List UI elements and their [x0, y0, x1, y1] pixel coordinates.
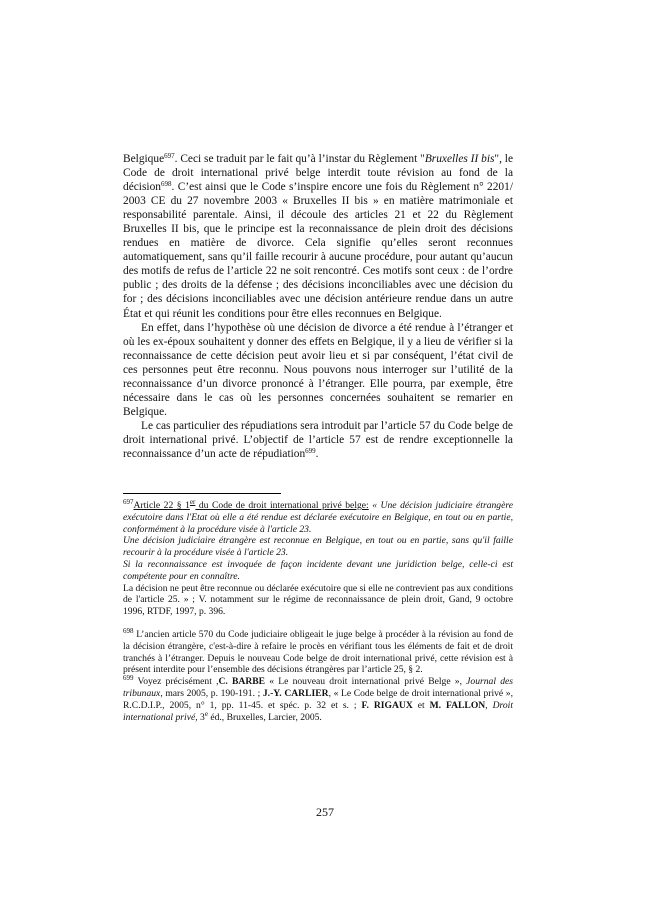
footnote-number: 699: [123, 674, 134, 683]
italic-run: Bruxelles II bis: [424, 153, 495, 165]
text-run: ", le Code de droit international privé belge interdit toute révision au fond de la décision: [123, 153, 513, 194]
footnote-699: [123, 676, 513, 723]
footnote-text: , 3: [195, 711, 205, 723]
footnote-reference: Article 22 § 1: [133, 500, 190, 511]
paragraph-2: En effet, dans l’hypothèse où une décision de divorce a été rendue à l’étranger et où les ex-époux souhaitent y donner des effets en Belgique, il y a lieu de vérifier si la reconnaissance de cette décision peut avoir lieu et si par conséquent, l’état civil de ces personnes peut être reconnu. Nous pouvons nous interroger sur l’utilité de la reconnaissance d’un divorce prononcé à l’étranger. Elle pourra, par exemple, être nécessaire dans le cas où les personnes concernées souhaitent se remarier en Belgique.: [123, 321, 513, 418]
footnotes: [123, 500, 513, 723]
text-run: . C’est ainsi que le Code s’inspire encore une fois du Règlement n° 2201/ 2003 CE du 27 novembre 2003 « Bruxelles II bis » en matière matrimoniale et responsabilité parentale. Ainsi, il découle des articles 21 et 22 du Règlement Bruxelles II bis, que le principe est la reconnaissance de plein droit des décisions rendues en matière de divorce. Cela signifie qu’elles seront reconnues automatiquement, sans qu’il faille recourir à aucune procédure, pour autant qu’aucun des motifs de refus de l’article 22 ne soit rencontré. Ces motifs sont ceux : de l’ordre public ; des droits de la défense ; des décisions inconciliables avec une décision du for ; des décisions inconciliables avec une décision antérieure rendue dans un autre État et qui réunit les conditions pour être elles reconnues en Belgique.: [123, 181, 513, 320]
footnote-text: L’ancien article 570 du Code judiciaire obligeait le juge belge à procéder à la révision au fond de la décision étrangère, c'est-à-dire à refaire le procès en vérifiant tous les éléments de fait et de droit tranchés à l’étranger. Depuis le nouveau Code belge de droit international privé, cette révision est à présent interdite pour l’ensemble des décisions étrangères par l’article 25, § 2.: [123, 628, 513, 676]
footnote-reference-sup: er: [189, 498, 196, 506]
footnote-reference: du Code de droit international privé belge:: [195, 500, 369, 511]
text-run: .: [315, 447, 319, 460]
footnote-697-quote-3: Si la reconnaissance est invoquée de façon incidente devant une juridiction belge, celle-ci est compétente pour en connaître.: [123, 558, 513, 582]
author-name: C. BARBE: [218, 676, 266, 688]
footnote-text: , « Le Code belge de droit international privé », R.C.D.I.P., 2005, n° 1, pp. 11-45. et spéc. p. 32 et s. ;: [123, 687, 514, 711]
author-name: J.-Y. CARLIER: [262, 687, 329, 699]
footnote-ref-697[interactable]: 697: [164, 152, 175, 160]
footnote-697-quote-2: Une décision judiciaire étrangère est reconnue en Belgique, en tout ou en partie, sans qu'il faille recourir à la procédure visée à l'article 23.: [123, 535, 513, 559]
paragraph-3: [123, 419, 513, 461]
footnote-text: éd., Bruxelles, Larcier, 2005.: [207, 711, 322, 723]
text-run: Belgique: [123, 153, 165, 165]
footnote-text: « Le nouveau droit international privé Belge »,: [265, 676, 467, 688]
footnote-text: ,: [485, 699, 493, 711]
book-title: Droit international privé: [123, 699, 514, 723]
footnote-697-quote-4: La décision ne peut être reconnue ou déclarée exécutoire que si elle ne contrevient pas aux conditions de l'article 25. » ; V. notamment sur le régime de reconnaissance de plein droit, Gand, 9 octobre 1996, RTDF, 1997, p. 396.: [123, 582, 513, 618]
footnote-698: [123, 626, 513, 676]
footnote-ref-699[interactable]: 699: [305, 446, 316, 455]
page-number: 257: [316, 805, 334, 819]
footnote-text: , mars 2005, p. 190-191. ;: [160, 687, 263, 699]
text-run: . Ceci se traduit par le fait qu’à l’instar du Règlement ": [174, 153, 425, 165]
text-run: Le cas particulier des répudiations sera introduit par l’article 57 du Code belge de droit international privé. L’objectif de l’article 57 est de rendre exceptionnelle la reconnaissance d’un acte de répudiation: [123, 419, 513, 460]
footnote-text: Voyez précisément ,: [133, 676, 219, 688]
footnote-quote: « Une décision judiciaire étrangère exécutoire dans l'Etat où elle a été rendue est déclarée exécutoire en Belgique, en tout ou en partie, conformément à la procédure visée à l'article 23.: [123, 500, 513, 535]
footnote-number: 698: [123, 626, 134, 635]
footnote-text: et: [412, 699, 430, 711]
footnote-separator: [123, 493, 281, 494]
main-body-text: [123, 152, 513, 461]
edition-sup: e: [204, 709, 208, 718]
footnote-ref-698[interactable]: 698: [160, 180, 172, 189]
author-name: M. FALLON: [429, 699, 486, 711]
author-name: F. RIGAUX: [361, 699, 413, 711]
paragraph-1: [123, 152, 513, 321]
journal-title: Journal des tribunaux: [123, 676, 514, 699]
footnote-number: 697: [123, 498, 134, 506]
footnote-697: [123, 500, 513, 535]
